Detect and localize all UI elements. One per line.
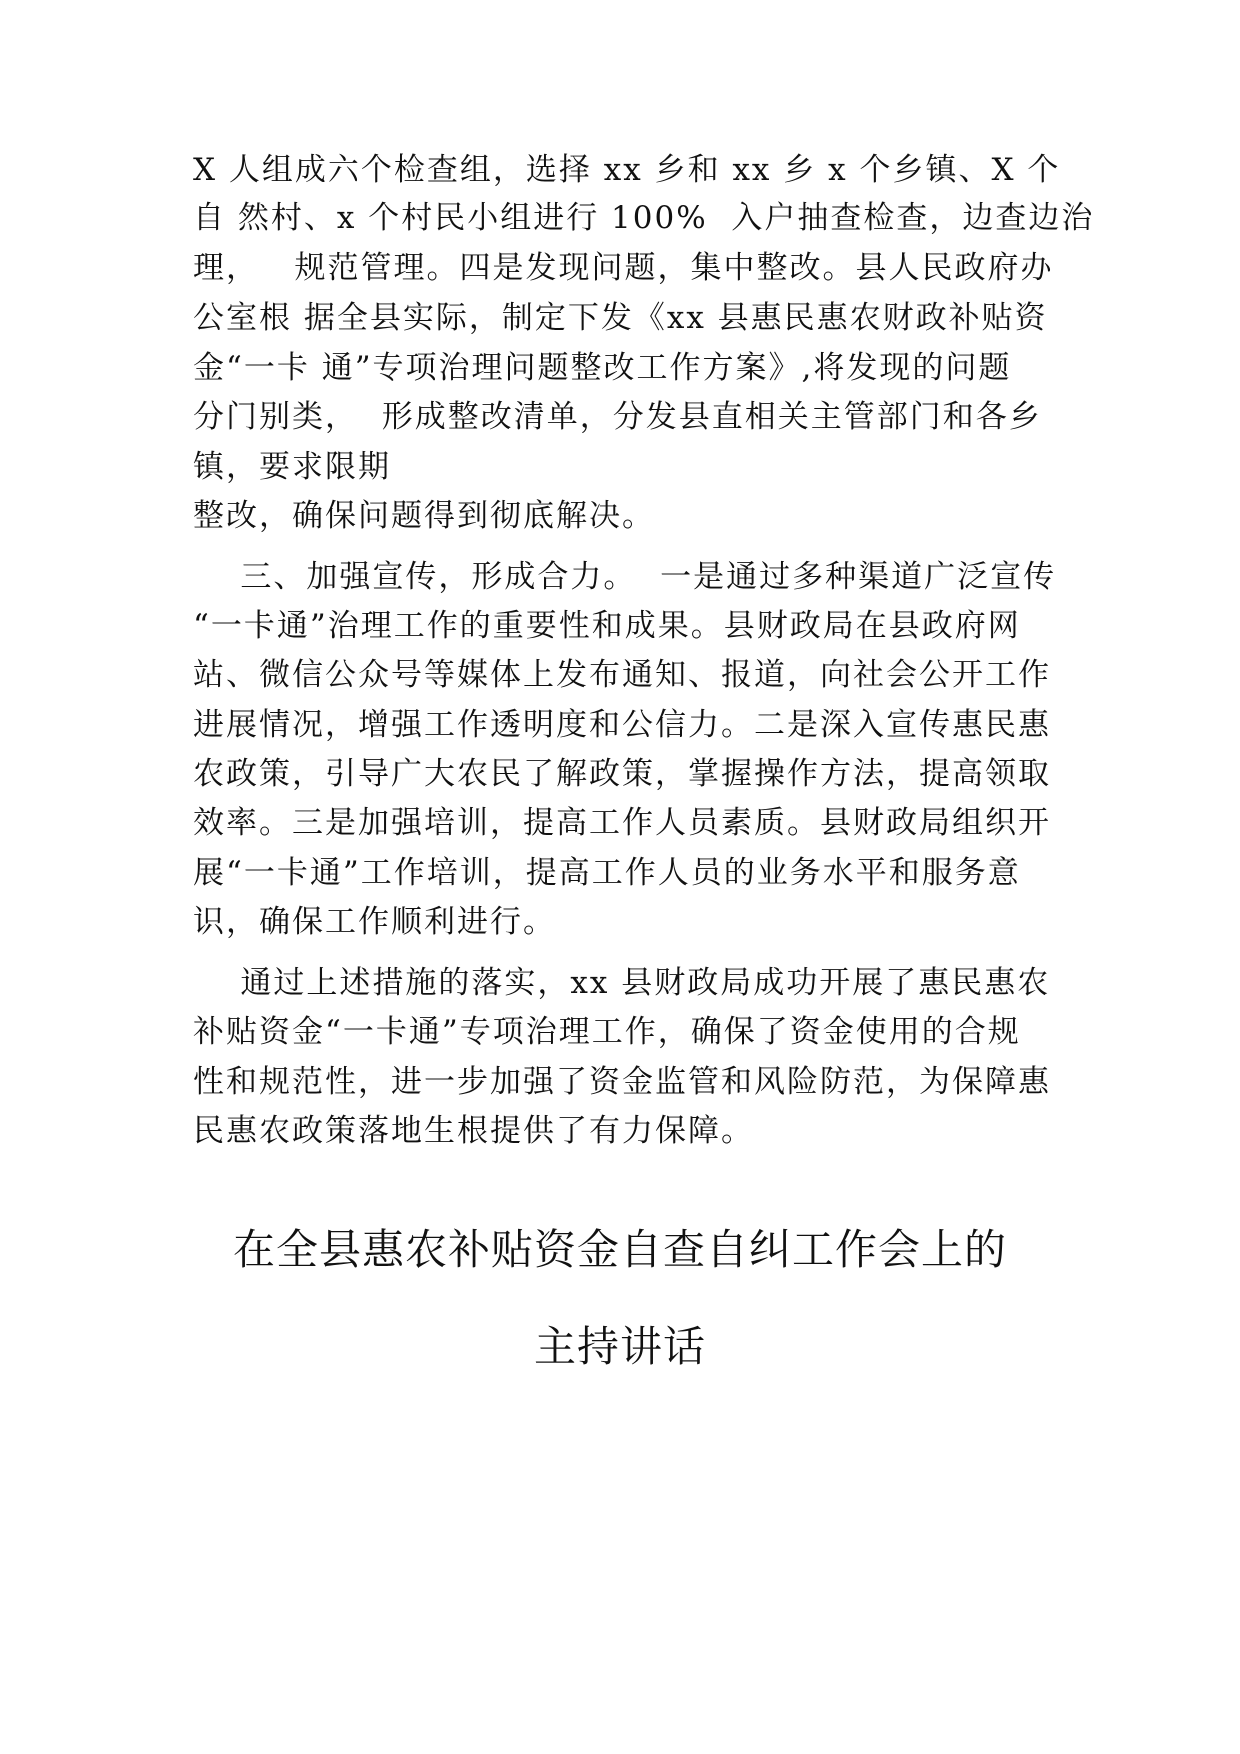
- text-line: 展“一卡通”工作培训，提高工作人员的业务水平和服务意: [193, 855, 1021, 891]
- text-line: 金“一卡 通”专项治理问题整改工作方案》,将发现的问题: [193, 350, 1012, 386]
- text-line: 性和规范性，进一步加强了资金监管和风险防范，为保障惠: [193, 1064, 1051, 1100]
- text-line: 理， 规范管理。四是发现问题，集中整改。县人民政府办: [193, 250, 1054, 286]
- text-line: 进展情况，增强工作透明度和公信力。二是深入宣传惠民惠: [193, 707, 1051, 743]
- text-line: 公室根 据全县实际，制定下发《xx 县惠民惠农财政补贴资: [193, 300, 1048, 336]
- document-title-line2: 主持讲话: [533, 1322, 706, 1371]
- text-line: X 人组成六个检查组，选择 xx 乡和 xx 乡 x 个乡镇、X 个: [193, 152, 1061, 188]
- text-line: “一卡通”治理工作的重要性和成果。县财政局在县政府网: [193, 608, 1021, 644]
- text-line: 民惠农政策落地生根提供了有力保障。: [193, 1113, 754, 1149]
- text-line: 识，确保工作顺利进行。: [193, 904, 556, 940]
- text-line: 通过上述措施的落实，xx 县财政局成功开展了惠民惠农: [193, 965, 1051, 1001]
- text-line: 站、微信公众号等媒体上发布通知、报道，向社会公开工作: [193, 657, 1051, 693]
- text-line: 自 然村、x 个村民小组进行 100% 入户抽查检查，边查边治: [193, 200, 1095, 236]
- text-line: 镇，要求限期: [193, 449, 391, 485]
- text-line: 效率。三是加强培训，提高工作人员素质。县财政局组织开: [193, 805, 1051, 841]
- text-line: 整改，确保问题得到彻底解决。: [193, 498, 655, 534]
- text-line: 农政策，引导广大农民了解政策，掌握操作方法，提高领取: [193, 756, 1051, 792]
- text-line: 补贴资金“一卡通”专项治理工作，确保了资金使用的合规: [193, 1014, 1021, 1050]
- text-line: 分门别类， 形成整改清单，分发县直相关主管部门和各乡: [193, 399, 1042, 435]
- text-line: 三、加强宣传，形成合力。 一是通过多种渠道广泛宣传: [193, 559, 1057, 595]
- document-title-line1: 在全县惠农补贴资金自查自纠工作会上的: [232, 1225, 1007, 1274]
